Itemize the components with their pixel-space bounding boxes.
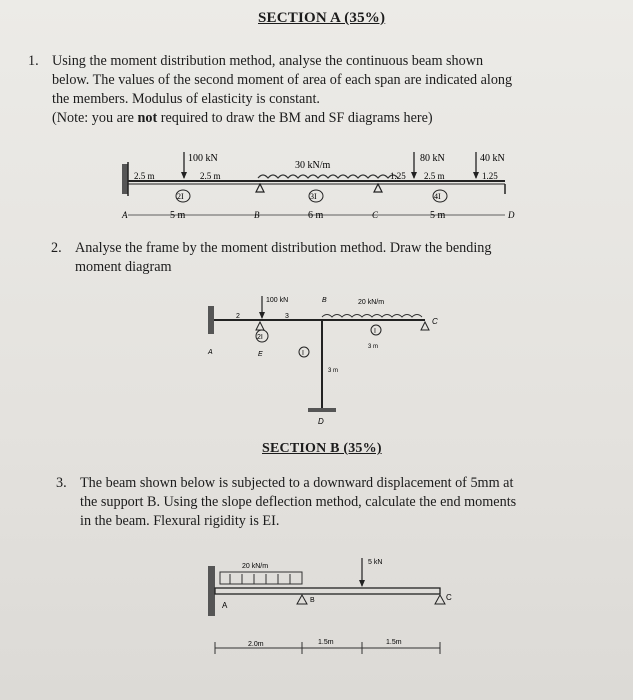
frame-label-d: D: [318, 417, 324, 426]
question-3-number: 3.: [56, 475, 67, 491]
q3-support-b: [297, 595, 307, 604]
support-b: [256, 184, 264, 192]
frame-load-20: 20 kN/m: [358, 299, 385, 306]
udl-30-wave: [258, 175, 398, 178]
question-3-line-1: The beam shown below is subjected to a downward displacement of 5mm at: [80, 475, 514, 491]
question-1-line-3: the members. Modulus of elasticity is constant.: [52, 91, 320, 107]
q3-dim-1-5-b: 1.5m: [386, 639, 402, 646]
label-c: C: [372, 210, 379, 220]
frame-moment-2i: 2I: [257, 334, 263, 341]
question-2-line-1: Analyse the frame by the moment distribution method. Draw the bending: [75, 240, 492, 256]
dim-1-25-a: 1.25: [390, 171, 406, 181]
frame-moment-i-beam-circle: [371, 325, 381, 335]
q3-dim-1-5-a: 1.5m: [318, 639, 334, 646]
label-a: A: [122, 210, 128, 220]
question-2: [51, 239, 615, 277]
moment-2i: 2I: [177, 192, 184, 201]
moment-3i: 3I: [310, 192, 317, 201]
frame-support-c: [421, 322, 429, 330]
question-1-line-1: Using the moment distribution method, analyse the continuous beam shown: [52, 53, 484, 69]
note-bold-word: not: [137, 110, 158, 126]
dim-2-5-left: 2.5 m: [134, 171, 155, 181]
frame-load-100: 100 kN: [266, 297, 289, 304]
question-1-line-2: below. The values of the second moment of area of each span are indicated along: [52, 72, 513, 88]
continuous-beam-diagram: [110, 148, 530, 228]
load-arrow-40: [473, 172, 479, 179]
label-b: B: [254, 210, 260, 220]
section-a-title: SECTION A (35%): [258, 10, 386, 26]
q3-load-arrow: [359, 580, 365, 587]
frame-load-arrow: [259, 312, 265, 319]
q3-fixed-support: [208, 566, 215, 616]
q3-label-b: B: [310, 597, 315, 604]
support-c: [374, 184, 382, 192]
question-1-note: (Note: you are not required to draw the BM and SF diagrams here): [52, 110, 433, 126]
q3-label-a: A: [222, 601, 228, 610]
q3-beam-diagram: [200, 548, 460, 678]
frame-diagram: [200, 290, 460, 430]
frame-moment-i-col: I: [302, 350, 304, 357]
span-bc: 6 m: [308, 210, 324, 221]
q3-load-5: 5 kN: [368, 559, 383, 566]
frame-moment-i-col-circle: [299, 347, 309, 357]
dim-1-25-b: 1.25: [482, 171, 498, 181]
load-40-label: 40 kN: [480, 153, 505, 164]
load-arrow-80: [411, 172, 417, 179]
question-2-number: 2.: [51, 240, 62, 256]
q3-load-20: 20 kN/m: [242, 563, 269, 570]
frame-support-e: [256, 322, 264, 330]
frame-moment-i-beam: I: [374, 328, 376, 335]
frame-dim-3m-beam: 3 m: [368, 344, 379, 350]
question-3: [56, 474, 620, 531]
frame-dim-2: 2: [236, 313, 240, 320]
span-ab: 5 m: [170, 210, 186, 221]
dim-2-5-c: 2.5 m: [424, 171, 445, 181]
frame-label-a: A: [208, 349, 213, 356]
frame-label-e: E: [258, 351, 263, 358]
question-2-line-2: moment diagram: [75, 259, 172, 275]
section-b-title: SECTION B (35%): [262, 441, 382, 456]
q3-label-c: C: [446, 593, 452, 602]
dim-2-5-right: 2.5 m: [200, 171, 221, 181]
q3-beam: [215, 588, 440, 594]
span-cd: 5 m: [430, 210, 446, 221]
frame-label-b: B: [322, 297, 327, 304]
frame-fixed-d: [308, 408, 336, 412]
load-80-label: 80 kN: [420, 153, 445, 164]
q3-dim-2-0: 2.0m: [248, 641, 264, 648]
moment-4i: 4I: [434, 192, 441, 201]
question-1: [28, 52, 622, 128]
load-100-label: 100 kN: [188, 153, 218, 164]
load-30-label: 30 kN/m: [295, 160, 331, 171]
question-3-line-2: the support B. Using the slope deflection method, calculate the end moments: [80, 494, 517, 510]
fixed-support-hatch: [122, 164, 128, 194]
label-d: D: [508, 210, 515, 220]
frame-udl-wave: [322, 315, 422, 318]
frame-dim-3: 3: [285, 313, 289, 320]
frame-dim-3m-col: 3 m: [328, 368, 339, 374]
load-arrow-100: [181, 172, 187, 179]
q3-support-c: [435, 595, 445, 604]
question-3-line-3: in the beam. Flexural rigidity is EI.: [80, 513, 280, 529]
question-1-number: 1.: [28, 53, 39, 69]
frame-label-c: C: [432, 317, 438, 326]
frame-fixed-a: [208, 306, 214, 334]
